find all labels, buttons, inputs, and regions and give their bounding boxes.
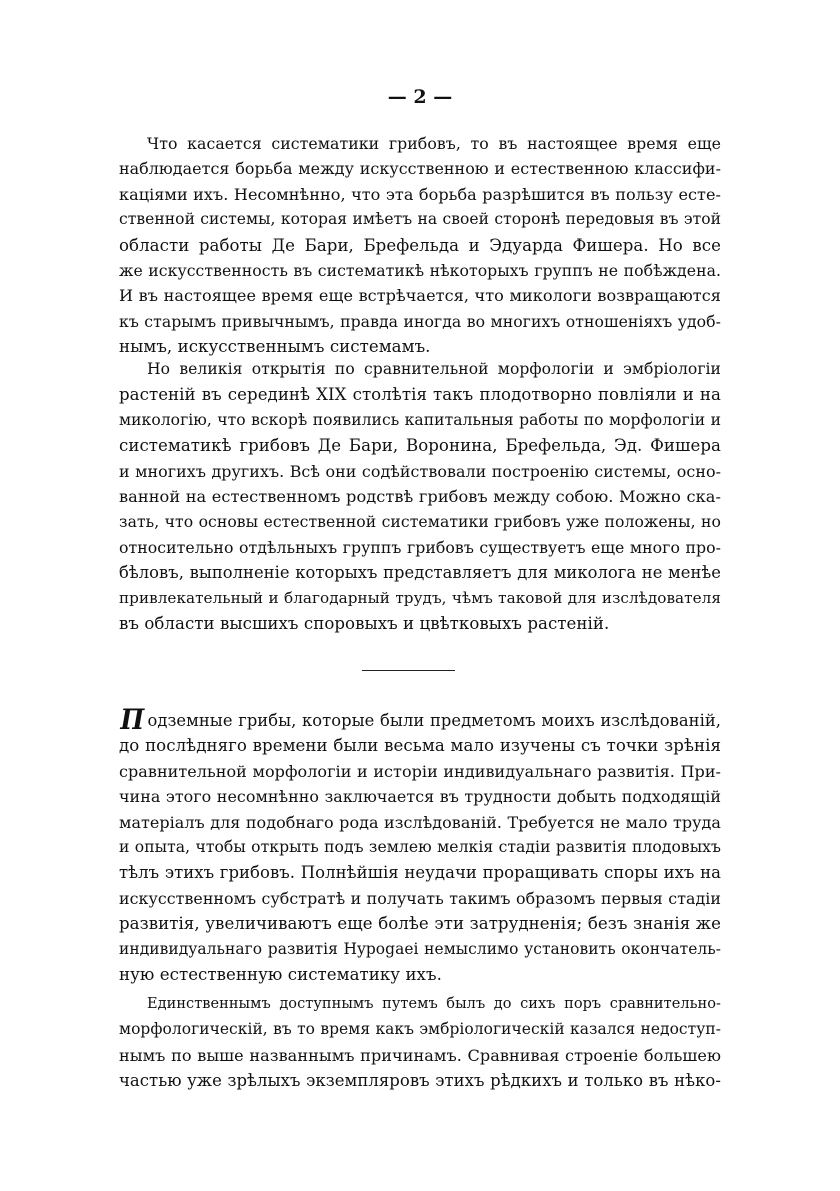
text-line: тѣлъ этихъ грибовъ. Полнѣйшiя неудачи проращивать споры ихъ на xyxy=(119,863,721,883)
text-line xyxy=(119,703,721,736)
text-line: ванной на естественномъ родствѣ грибовъ между собою. Можно ска- xyxy=(119,487,721,507)
paragraph-hypogaei xyxy=(119,703,721,987)
text-line: индивидуальнаго развитiя Hypogaei немыслимо установить окончатель- xyxy=(119,939,721,958)
text-line: морфологическiй, въ то время какъ эмбрiологическiй казался недоступ- xyxy=(119,1020,721,1039)
text-line: искусственномъ субстратѣ и получать такимъ образомъ первыя стадiи xyxy=(119,888,721,908)
text-line: нымъ по выше названнымъ причинамъ. Сравнивая строенiе большею xyxy=(119,1045,721,1065)
text-line: чина этого несомнѣнно заключается въ трудности добыть подходящiй xyxy=(119,787,721,807)
section-divider xyxy=(362,670,455,671)
drop-cap-initial: П xyxy=(120,703,145,736)
text-line: микологiю, что вскорѣ появились капитальныя работы по морфологiи и xyxy=(119,410,721,429)
text-line: частью уже зрѣлыхъ экземпляровъ этихъ рѣдкихъ и только въ нѣко- xyxy=(119,1071,721,1091)
text-line: наблюдается борьба между искусственною и естественною классифи- xyxy=(119,159,721,179)
text-line: въ области высшихъ споровыхъ и цвѣтковыхъ растенiй. xyxy=(119,614,610,634)
page-number: — 2 — xyxy=(387,86,453,108)
text-line: матерiалъ для подобнаго рода изслѣдованiй. Требуется не мало труда xyxy=(119,812,721,832)
text-line: зать, что основы естественной систематики грибовъ уже положены, но xyxy=(119,512,721,532)
text-line: до послѣдняго времени были весьма мало изучены съ точки зрѣнiя xyxy=(119,736,721,756)
text-line-rest: одземные грибы, которые были предметомъ моихъ изслѣдованiй, xyxy=(147,711,721,730)
text-line: растенiй въ серединѣ XIX столѣтiя такъ плодотворно повлiяли и на xyxy=(119,385,721,405)
text-line: Но великiя открытiя по сравнительной морфологiи и эмбрiологiи xyxy=(147,360,721,378)
text-line: Единственнымъ доступнымъ путемъ былъ до сихъ поръ сравнительно- xyxy=(147,996,721,1012)
text-line: сравнительной морфологiи и исторiи индивидуальнаго развитiя. При- xyxy=(119,761,721,781)
text-line: развитiя, увеличиваютъ еще болѣе эти затрудненiя; безъ знанiя же xyxy=(119,914,721,934)
text-line: бѣловъ, выполненiе которыхъ представляетъ для миколога не менѣе xyxy=(119,563,721,583)
text-line: ственной системы, которая имѣетъ на своей сторонѣ передовыя въ этой xyxy=(119,210,721,229)
text-line: и многихъ другихъ. Всѣ они содѣйствовали построенiю системы, осно- xyxy=(119,461,721,481)
text-line: области работы Де Бари, Брефельда и Эдуарда Фишера. Но все xyxy=(119,235,721,255)
paragraph-discoveries xyxy=(119,357,721,636)
paragraph-text xyxy=(119,992,721,1094)
text-line: систематикѣ грибовъ Де Бари, Воронина, Брефельда, Эд. Фишера xyxy=(119,436,721,456)
text-line: же искусственность въ систематикѣ нѣкоторыхъ группъ не побѣждена. xyxy=(119,261,721,281)
paragraph-text xyxy=(119,703,721,987)
text-line: И въ настоящее время еще встрѣчается, что микологи возвращаются xyxy=(119,286,721,306)
paragraph-systematics xyxy=(119,131,721,360)
text-line: нымъ, искусственнымъ системамъ. xyxy=(119,337,431,357)
text-line: привлекательный и благодарный трудъ, чѣмъ таковой для изслѣдователя xyxy=(119,588,721,607)
text-line: кацiями ихъ. Несомнѣнно, что эта борьба разрѣшится въ пользу есте- xyxy=(119,184,721,204)
text-line: относительно отдѣльныхъ группъ грибовъ существуетъ еще много про- xyxy=(119,537,721,557)
paragraph-method xyxy=(119,992,721,1094)
text-line: и опыта, чтобы открыть подъ землею мелкiя стадiи развитiя плодовыхъ xyxy=(119,838,721,857)
paragraph-text xyxy=(119,357,721,636)
text-line: Что касается систематики грибовъ, то въ настоящее время еще xyxy=(147,134,721,153)
text-line: къ старымъ привычнымъ, правда иногда во многихъ отношенiяхъ удоб- xyxy=(119,311,721,331)
text-line: ную естественную систематику ихъ. xyxy=(119,965,442,985)
paragraph-text xyxy=(119,131,721,360)
